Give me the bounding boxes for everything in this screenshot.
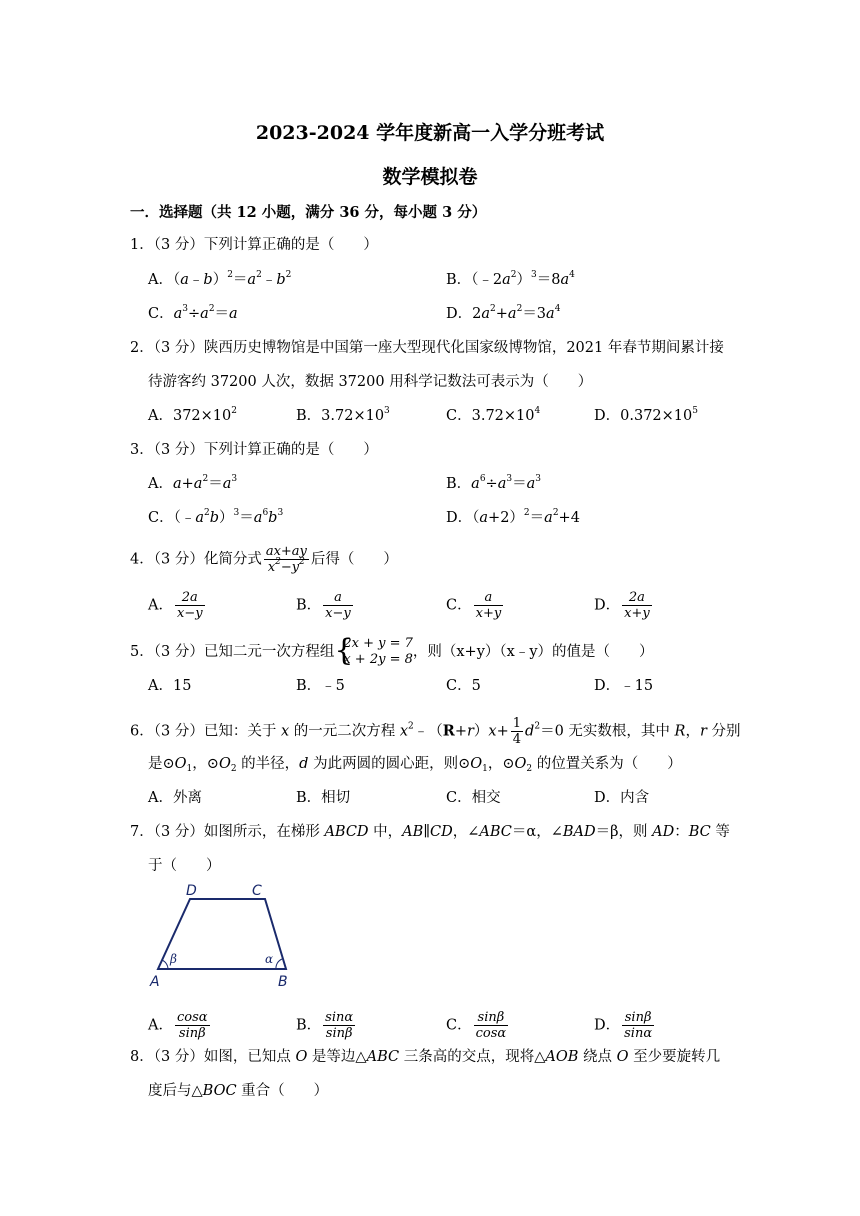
question-4: 4．（3 分）化简分式 $\frac{ax+ay}{x^2-y^2}$ 后得（ ） <box>130 544 398 575</box>
question-2-line2: 待游客约 37200 人次，数据 37200 用科学记数法可表示为（ ） <box>148 374 593 390</box>
trapezoid-figure <box>148 882 298 990</box>
angle-beta-arc <box>162 960 168 969</box>
q5-option-b: B．﹣5 <box>296 678 345 694</box>
q1-option-d: D．$2a^2+a^2=3a^4$ <box>446 304 561 322</box>
q3-option-a: A．$a+a^2=a^3$ <box>148 474 238 492</box>
q5-option-a: A．15 <box>148 678 192 694</box>
q7-option-b: B． $\frac{\sin\alpha}{\sin\beta}$ <box>296 1010 354 1041</box>
q3-option-d: D．$(a+2)^2=a^2+4$ <box>446 508 580 526</box>
q3-option-c: C．$(﹣a^2b)^3=a^6b^3$ <box>148 508 284 526</box>
q4-option-c: C． $\frac{a}{x+y}$ <box>446 590 502 621</box>
q6-option-a: A．外离 <box>148 790 202 806</box>
q3-option-b: B．$a^6\div a^3=a^3$ <box>446 474 541 492</box>
q5-option-d: D．﹣15 <box>594 678 654 694</box>
q1-option-a: A．$(a﹣b)^2=a^2﹣b^2$ <box>148 270 292 288</box>
angle-alpha-arc <box>276 959 282 969</box>
exam-title: 2023-2024 学年度新高一入学分班考试 <box>255 122 605 144</box>
question-6-line2: 是$⊙O_1$，$⊙O_2$ 的半径，d 为此两圆的圆心距，则$⊙O_1$，$⊙O_2$ 的位置关系为（ ） <box>148 756 682 774</box>
question-3: 3．（3 分）下列计算正确的是（ ） <box>130 442 378 458</box>
q7-option-a: A． $\frac{\cos\alpha}{\sin\beta}$ <box>148 1010 208 1041</box>
q6-option-b: B．相切 <box>296 790 351 806</box>
question-2: 2．（3 分）陕西历史博物馆是中国第一座大型现代化国家级博物馆，2021 年春节期间累计接 <box>130 340 724 356</box>
exam-subtitle: 数学模拟卷 <box>382 166 478 188</box>
q2-option-a: A．$372\times 10^2$ <box>148 406 237 424</box>
label-C: C <box>252 883 262 899</box>
section-heading: 一．选择题（共 12 小题，满分 36 分，每小题 3 分） <box>130 204 487 221</box>
label-D: D <box>186 883 197 899</box>
q1-option-b: B．$(﹣2a^2)^3=8a^4$ <box>446 270 575 288</box>
label-B: B <box>278 974 288 990</box>
question-8-line2: 度后与△BOC 重合（ ） <box>148 1083 329 1099</box>
q4-fraction: $\frac{ax+ay}{x^2-y^2}$ <box>265 544 307 575</box>
q4-option-b: B． $\frac{a}{x-y}$ <box>296 590 351 621</box>
label-alpha: α <box>265 952 274 966</box>
q6-option-c: C．相交 <box>446 790 501 806</box>
q7-option-d: D． $\frac{\sin\beta}{\sin\alpha}$ <box>594 1010 653 1041</box>
label-beta: β <box>170 952 177 966</box>
question-7-line2: 于（ ） <box>148 858 221 874</box>
q5-equation-system: { 2x + y = 7 x + 2y = 8 <box>334 633 413 668</box>
question-1: 1．（3 分）下列计算正确的是（ ） <box>130 237 378 253</box>
label-A: A <box>150 974 160 990</box>
q4-option-d: D． $\frac{2a}{x+y}$ <box>594 590 650 621</box>
q6-option-d: D．内含 <box>594 790 650 806</box>
q5-option-c: C．5 <box>446 678 481 694</box>
question-6: 6．（3 分）已知：关于 x 的一元二次方程 $x^2﹣(R+r)x+$ $\frac{1}{4}$ $d^2=0$ 无实数根，其中 R，r 分别 <box>130 716 741 747</box>
q4-option-a: A． $\frac{2a}{x-y}$ <box>148 590 203 621</box>
question-8: 8．（3 分）如图，已知点 O 是等边△ABC 三条高的交点，现将△AOB 绕点 O 至少要旋转几 <box>130 1049 721 1065</box>
question-7: 7．（3 分）如图所示，在梯形 ABCD 中，AB∥CD，∠ABC＝α，∠BAD＝β，则 AD：BC 等 <box>130 824 730 840</box>
q2-option-c: C．$3.72\times 10^4$ <box>446 406 541 424</box>
question-5: 5．（3 分）已知二元一次方程组 { 2x + y = 7 x + 2y = 8 ，则（x+y）（x﹣y）的值是（ ） <box>130 633 654 668</box>
q7-option-c: C． $\frac{\sin\beta}{\cos\alpha}$ <box>446 1010 507 1041</box>
q1-option-c: C．$a^3\div a^2=a$ <box>148 304 238 322</box>
q2-option-d: D．$0.372\times 10^5$ <box>594 406 698 424</box>
q2-option-b: B．$3.72\times 10^3$ <box>296 406 390 424</box>
